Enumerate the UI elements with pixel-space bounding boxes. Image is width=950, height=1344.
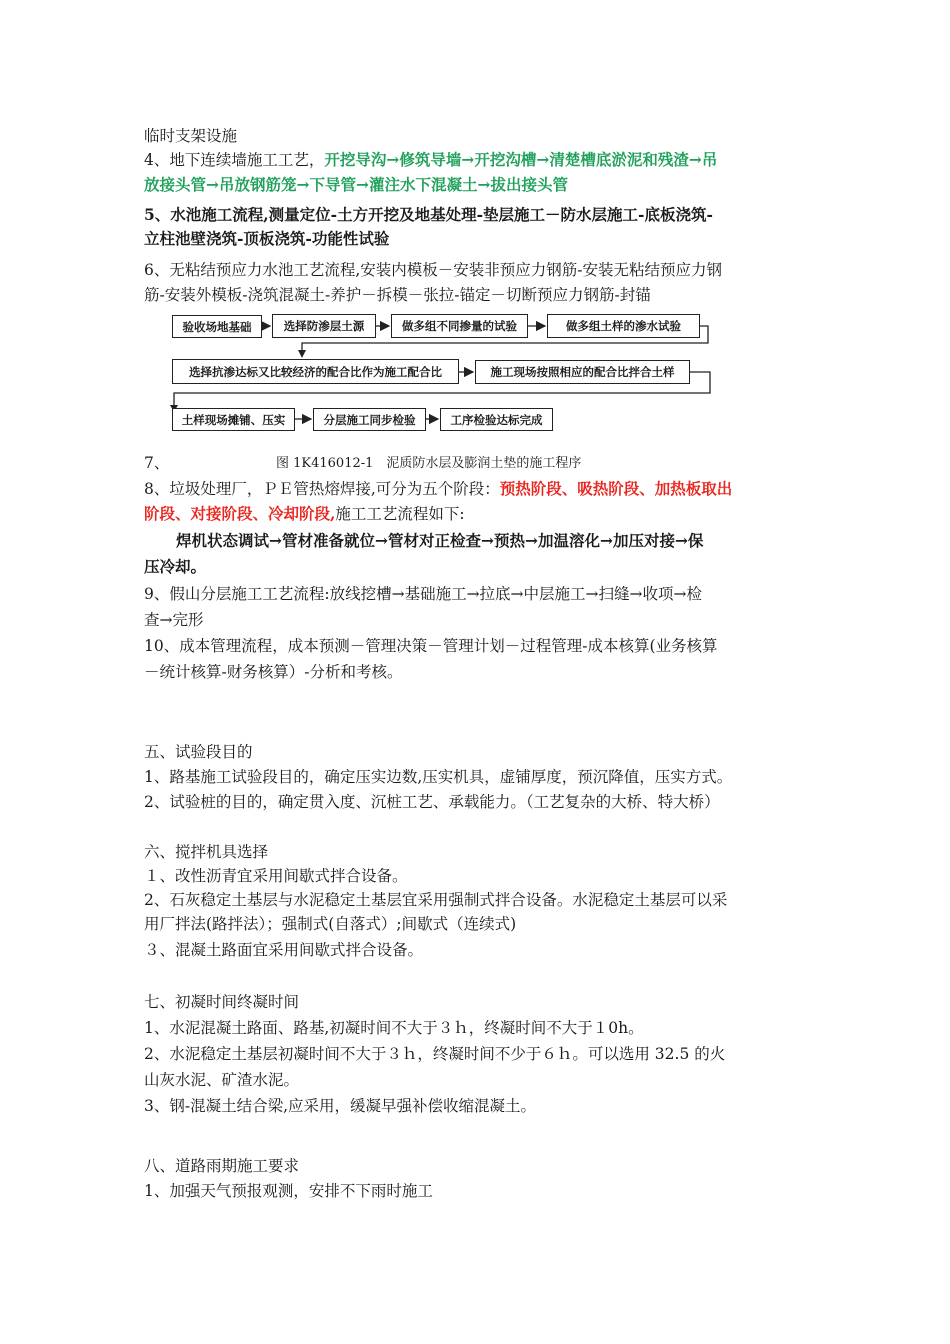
flow-box-5: 选择抗渗达标又比较经济的配合比作为施工配合比 <box>172 359 459 384</box>
flow-box-2: 选择防渗层土源 <box>272 314 376 338</box>
text-line-9: 9、假山分层施工工艺流程:放线挖槽→基础施工→拉底→中层施工→扫缝→收项→检 <box>144 585 703 603</box>
section-heading: 六、搅拌机具选择 <box>144 843 269 861</box>
text-line: 1、水泥混凝土路面、路基,初凝时间不大于３ｈ，终凝时间不大于１0h。 <box>144 1019 644 1037</box>
text-line: 1、路基施工试验段目的，确定压实边数,压实机具，虚铺厚度，预沉降值，压实方式。 <box>144 768 733 786</box>
text-line: 山灰水泥、矿渣水泥。 <box>144 1071 300 1089</box>
text-line-8b <box>144 502 814 526</box>
text-line: ３、混凝土路面宜采用间歇式拌合设备。 <box>144 941 424 959</box>
text-line-6b: 筋-安装外模板-浇筑混凝土-养护－拆模－张拉-锚定－切断预应力钢筋-封锚 <box>144 286 651 304</box>
figure-caption: 图 1K416012-1 泥质防水层及膨润土垫的施工程序 <box>276 456 582 471</box>
text-line: １、改性沥青宜采用间歇式拌合设备。 <box>144 867 408 885</box>
text-line-10b: －统计核算-财务核算）-分析和考核。 <box>144 663 403 681</box>
text-line: 1、加强天气预报观测，安排不下雨时施工 <box>144 1182 433 1200</box>
flowchart-arrows <box>0 0 950 460</box>
text-line-weld: 焊机状态调试→管材准备就位→管材对正检查→预热→加温溶化→加压对接→保 <box>176 531 704 550</box>
text-line-green: 放接头管→吊放钢筋笼→下导管→灌注水下混凝土→拔出接头管 <box>144 175 568 194</box>
text-line-5: 5、水池施工流程,测量定位-土方开挖及地基处理-垫层施工－防水层施工-底板浇筑- <box>144 205 713 224</box>
flow-box-6: 施工现场按照相应的配合比拌合土样 <box>475 360 690 384</box>
text-line-6: 6、无粘结预应力水池工艺流程,安装内模板－安装非预应力钢筋-安装无粘结预应力钢 <box>144 261 723 279</box>
line-prefix: 4、地下连续墙施工工艺， <box>144 151 325 169</box>
flow-box-1: 验收场地基础 <box>172 315 262 338</box>
text-line: 2、水泥稳定土基层初凝时间不大于３ｈ，终凝时间不少于６ｈ。可以选用 32.5 的火 <box>144 1045 726 1063</box>
text-line: 用厂拌法(路拌法）；强制式(自落式）;间歇式（连续式) <box>144 915 517 933</box>
text-line-10: 10、成本管理流程，成本预测－管理决策－管理计划－过程管理-成本核算(业务核算 <box>144 637 718 655</box>
section-heading: 五、试验段目的 <box>144 743 253 761</box>
flow-box-8: 分层施工同步检验 <box>313 408 426 431</box>
highlight-green: 开挖导沟→修筑导墙→开挖沟槽→清楚槽底淤泥和残渣→吊 <box>324 150 718 169</box>
line-suffix: 施工工艺流程如下: <box>335 505 465 523</box>
flow-box-7: 土样现场摊铺、压实 <box>172 408 295 431</box>
text-line: 3、钢-混凝土结合梁,应采用，缓凝早强补偿收缩混凝土。 <box>144 1097 537 1115</box>
section-heading: 七、初凝时间终凝时间 <box>144 993 300 1011</box>
item-number: 7、 <box>144 454 170 472</box>
flow-box-3: 做多组不同掺量的试验 <box>391 314 528 338</box>
section-heading: 八、道路雨期施工要求 <box>144 1157 300 1175</box>
text-line: 2、石灰稳定土基层与水泥稳定土基层宜采用强制式拌合设备。水泥稳定土基层可以采 <box>144 891 728 909</box>
line-prefix: 8、垃圾处理厂，ＰＥ管热熔焊接,可分为五个阶段： <box>144 480 500 498</box>
highlight-red: 预热阶段、吸热阶段、加热板取出 <box>499 479 733 498</box>
text-line: 2、试验桩的目的，确定贯入度、沉桩工艺、承载能力。（工艺复杂的大桥、特大桥） <box>144 793 720 811</box>
flow-box-9: 工序检验达标完成 <box>440 408 553 431</box>
text-line-weld-b: 压冷却。 <box>144 557 207 576</box>
text-line-9b: 查→完形 <box>144 611 204 629</box>
highlight-red: 阶段、对接阶段、冷却阶段, <box>144 504 336 523</box>
text-line-8 <box>144 477 814 501</box>
flow-box-4: 做多组土样的渗水试验 <box>547 314 700 338</box>
text-line-5b: 立柱池壁浇筑-顶板浇筑-功能性试验 <box>144 229 390 248</box>
text-line: 临时支架设施 <box>144 127 238 145</box>
